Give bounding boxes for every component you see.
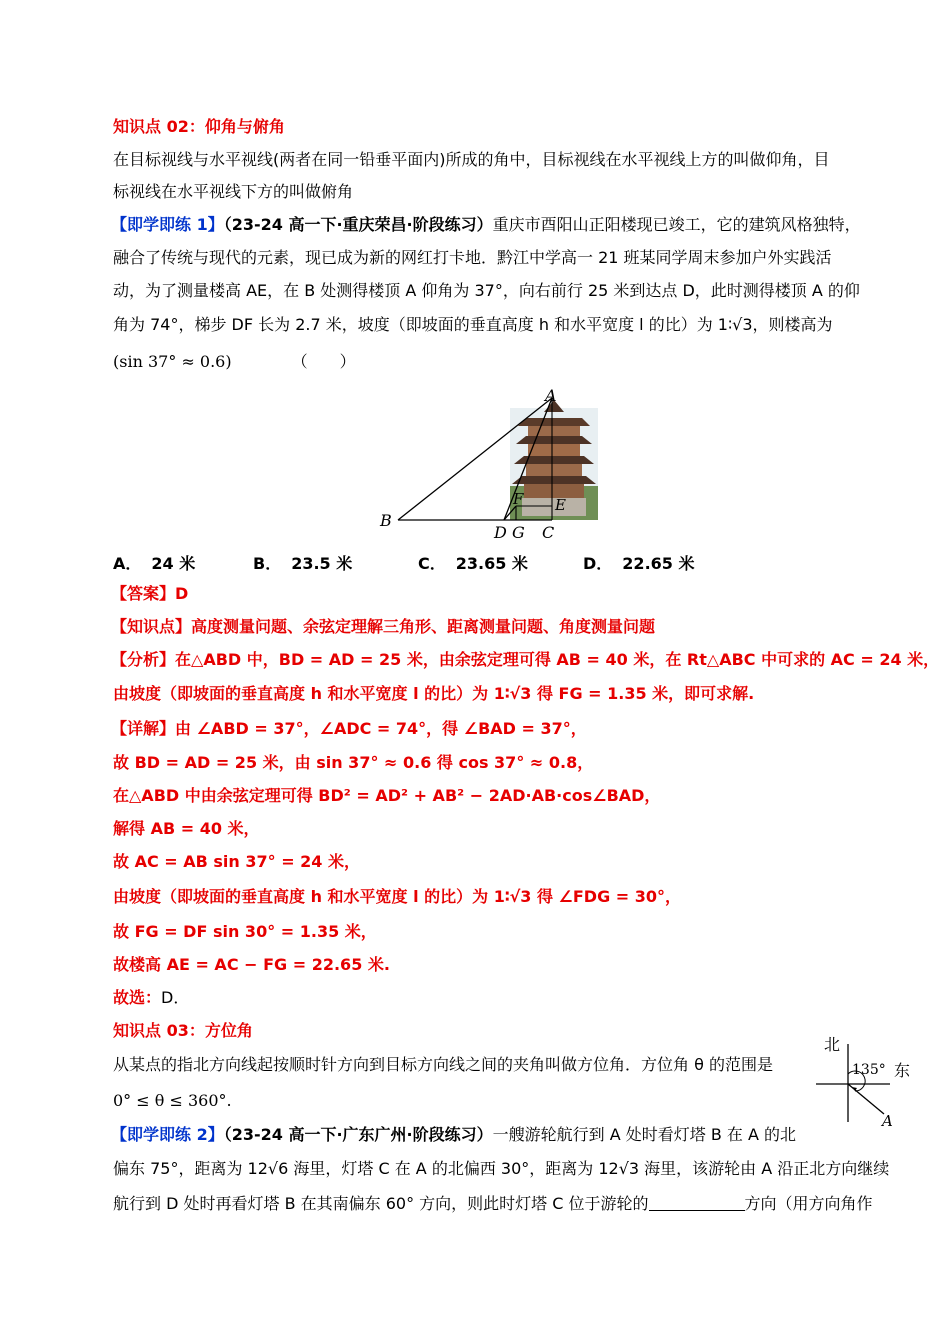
kp03-definition-line1: 从某点的指北方向线起按顺时针方向到目标方向线之间的夹角叫做方位角．方位角 θ 的范围是 <box>113 1055 773 1074</box>
answer-value: D <box>175 584 189 603</box>
option-d-text: 22.65 米 <box>622 554 695 573</box>
ex2-source: （23-24 高一下·广东广州·阶段练习） <box>223 1125 493 1144</box>
choose-value: D． <box>161 988 190 1007</box>
ex1-line4: 角为 74°，梯步 DF 长为 2.7 米，坡度（即坡面的垂直高度 h 和水平宽度 l 的比）为 1∶√3，则楼高为 <box>113 315 833 334</box>
detail-line8: 故楼高 AE = AC − FG = 22.65 米. <box>113 955 390 974</box>
kp02-definition-line2: 标视线在水平视线下方的叫做俯角 <box>113 182 354 201</box>
option-d[interactable] <box>583 551 694 574</box>
ex2-text-3b: 方向（用方向角作 <box>744 1194 873 1213</box>
option-b-key: B． <box>253 554 282 573</box>
ex1-tag: 【即学即练 1】 <box>111 215 224 234</box>
choose-label: 故选： <box>113 988 162 1007</box>
detail-line3: 在△ABD 中由余弦定理可得 BD² = AD² + AB² − 2AD·AB·cos∠BAD， <box>113 786 661 805</box>
detail-line6: 由坡度（即坡面的垂直高度 h 和水平宽度 l 的比）为 1∶√3 得 ∠FDG = 30°， <box>113 887 682 906</box>
knowledge-point-line <box>111 617 655 637</box>
option-a-key: A． <box>113 554 142 573</box>
detail-tag: 【详解】 <box>111 719 176 738</box>
option-a[interactable] <box>113 551 195 574</box>
bearing-figure <box>812 1032 922 1128</box>
label-C: C <box>542 523 555 542</box>
detail-line5: 故 AC = AB sin 37° = 24 米， <box>113 852 361 871</box>
ex2-text-1: 一艘游轮航行到 A 处时看灯塔 B 在 A 的北 <box>492 1125 797 1144</box>
label-G: G <box>512 523 525 542</box>
north-label: 北 <box>824 1035 841 1054</box>
analysis-line1 <box>111 650 939 670</box>
option-b[interactable] <box>253 551 352 574</box>
ex1-answer-paren: （ ） <box>291 352 356 371</box>
ex1-line5 <box>113 352 356 372</box>
ex1-line3: 动，为了测量楼高 AE，在 B 处测得楼顶 A 仰角为 37°，向右前行 25 米到达点 D，此时测得楼顶 A 的仰 <box>113 281 860 300</box>
option-c-text: 23.65 米 <box>455 554 528 573</box>
answer-line <box>111 584 188 604</box>
detail-line2: 故 BD = AD = 25 米，由 sin 37° ≈ 0.6 得 cos 37° ≈ 0.8， <box>113 753 594 772</box>
label-B: B <box>380 511 392 530</box>
kp02-definition-line1: 在目标视线与水平视线(两者在同一铅垂平面内)所成的角中，目标视线在水平视线上方的叫做仰角，目 <box>113 150 830 169</box>
label-A: A <box>545 386 557 405</box>
label-E: E <box>555 496 566 514</box>
ex1-source: （23-24 高一下·重庆荣昌·阶段练习） <box>223 215 493 234</box>
choose-line <box>113 988 189 1008</box>
ex1-line2: 融合了传统与现代的元素，现已成为新的网红打卡地．黔江中学高一 21 班某同学周末参加户外实践活 <box>113 248 832 267</box>
ex2-line2: 偏东 75°，距离为 12√6 海里，灯塔 C 在 A 的北偏西 30°，距离为 12√3 海里，该游轮由 A 沿正北方向继续 <box>113 1159 890 1178</box>
analysis-text-1: 在△ABD 中，BD = AD = 25 米，由余弦定理可得 AB = 40 米，在 Rt△ABC 中可求的 AC = 24 米， <box>175 650 940 669</box>
detail-line1 <box>111 719 587 739</box>
kp-tag: 【知识点】 <box>111 617 192 636</box>
detail-text-1: 由 ∠ABD = 37°，∠ADC = 74°，得 ∠BAD = 37°， <box>175 719 587 738</box>
east-label: 东 <box>894 1061 911 1080</box>
tower-figure <box>372 386 612 546</box>
option-c[interactable] <box>418 551 528 574</box>
label-F: F <box>513 490 524 508</box>
analysis-line2: 由坡度（即坡面的垂直高度 h 和水平宽度 l 的比）为 1∶√3 得 FG = 1.35 米，即可求解. <box>113 684 755 703</box>
detail-line4: 解得 AB = 40 米， <box>113 819 260 838</box>
analysis-tag: 【分析】 <box>111 650 176 669</box>
option-b-text: 23.5 米 <box>291 554 353 573</box>
kp03-definition-line2: 0° ≤ θ ≤ 360°. <box>113 1091 232 1110</box>
option-c-key: C． <box>418 554 446 573</box>
kp03-title: 知识点 03：方位角 <box>113 1021 253 1040</box>
angle-label: 135° <box>852 1062 886 1078</box>
ex2-line3 <box>113 1194 873 1214</box>
ex1-text-1: 重庆市酉阳山正阳楼现已竣工，它的建筑风格独特， <box>492 215 861 234</box>
ex2-text-3a: 航行到 D 处时再看灯塔 B 在其南偏东 60° 方向，则此时灯塔 C 位于游轮的 <box>113 1194 649 1213</box>
ex2-tag: 【即学即练 2】 <box>111 1125 224 1144</box>
kp-text: 高度测量问题、余弦定理解三角形、距离测量问题、角度测量问题 <box>191 617 656 636</box>
answer-tag: 【答案】 <box>111 584 176 603</box>
option-d-key: D． <box>583 554 613 573</box>
ex2-line1 <box>111 1125 796 1145</box>
detail-line7: 故 FG = DF sin 30° = 1.35 米， <box>113 922 377 941</box>
option-a-text: 24 米 <box>151 554 196 573</box>
ex1-sin-hint: (sin 37° ≈ 0.6) <box>113 352 232 371</box>
point-a-label: A <box>882 1112 893 1128</box>
label-D: D <box>494 523 507 542</box>
kp02-title: 知识点 02：仰角与俯角 <box>113 117 285 136</box>
ex1-line1 <box>111 215 861 235</box>
answer-blank[interactable] <box>649 1196 745 1211</box>
